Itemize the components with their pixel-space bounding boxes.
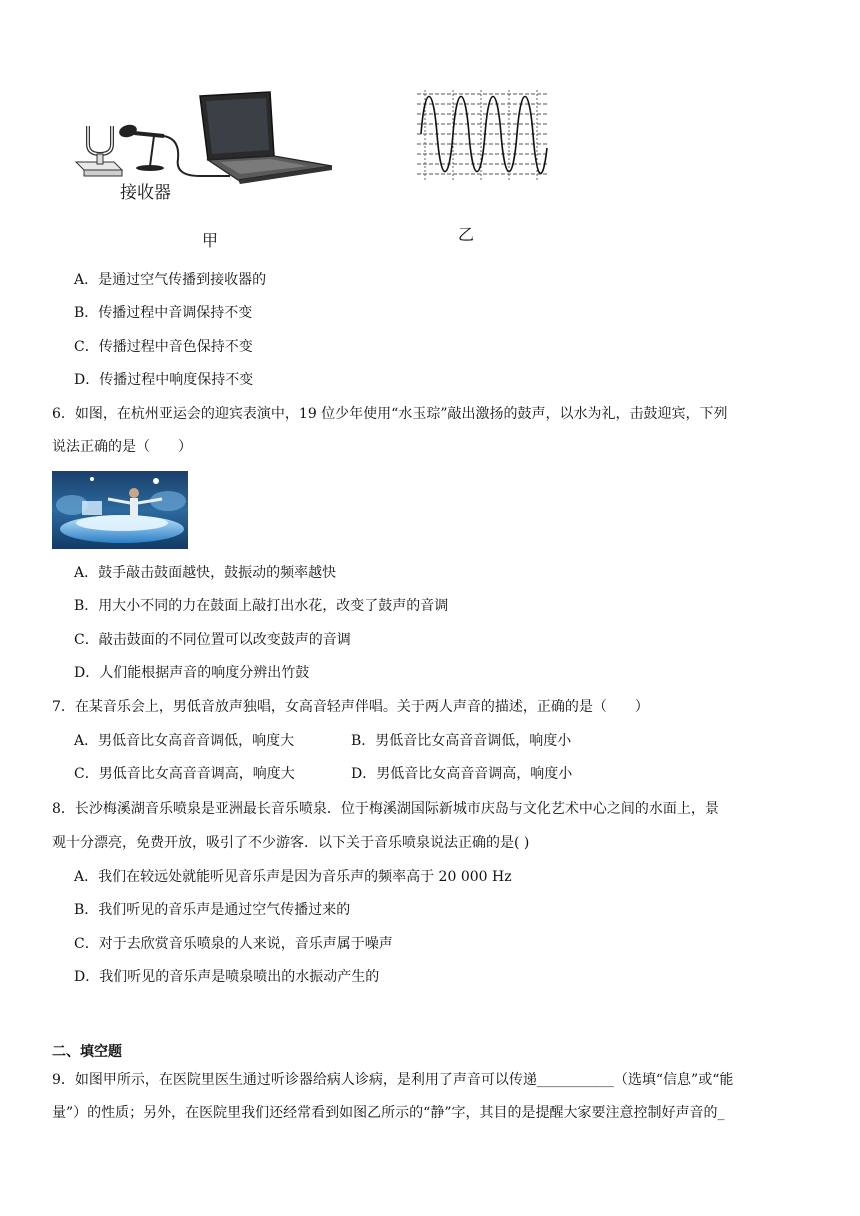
section-title-fill-in: 二、填空题 xyxy=(52,1044,122,1060)
figure-yi-caption: 乙 xyxy=(458,225,475,244)
q7-stem: 7．在某音乐会上，男低音放声独唱，女高音轻声伴唱。关于两人声音的描述，正确的是（ ） xyxy=(52,699,649,715)
q8-option-a: A．我们在较远处就能听见音乐声是因为音乐声的频率高于 20 000 Hz xyxy=(74,869,512,885)
receiver-label: 接收器 xyxy=(120,183,171,203)
q7-option-b: B．男低音比女高音音调低，响度小 xyxy=(351,733,572,749)
q6-drum-performance-photo xyxy=(52,471,188,549)
q7-option-d: D．男低音比女高音音调高，响度小 xyxy=(351,766,573,782)
sound-waveform-graph xyxy=(415,88,551,184)
q5-option-b: B．传播过程中音调保持不变 xyxy=(74,305,253,321)
q7-option-a: A．男低音比女高音音调低，响度大 xyxy=(74,733,295,749)
figure-yi xyxy=(415,88,551,184)
q6-option-b: B．用大小不同的力在鼓面上敲打出水花，改变了鼓声的音调 xyxy=(74,598,449,614)
figure-jia xyxy=(70,84,340,204)
q9-line1: 9．如图甲所示，在医院里医生通过听诊器给病人诊病，是利用了声音可以传递___________（选填“信息”或“能 xyxy=(52,1072,734,1088)
q6-stem-line2: 说法正确的是（ ） xyxy=(52,439,192,455)
figure-jia-caption: 甲 xyxy=(202,231,219,250)
q9-line2: 量”）的性质；另外，在医院里我们还经常看到如图乙所示的“静”字，其目的是提醒大家要注意控制好声音的_ xyxy=(52,1105,725,1121)
q5-option-a: A．是通过空气传播到接收器的 xyxy=(74,272,267,288)
q8-stem-line1: 8．长沙梅溪湖音乐喷泉是亚洲最长音乐喷泉．位于梅溪湖国际新城市庆岛与文化艺术中心之间的水面上，景 xyxy=(52,801,719,817)
q8-stem-line2: 观十分漂亮，免费开放，吸引了不少游客．以下关于音乐喷泉说法正确的是( ) xyxy=(52,835,530,851)
tuning-fork-microphone-laptop-illustration xyxy=(70,84,340,204)
q8-option-b: B．我们听见的音乐声是通过空气传播过来的 xyxy=(74,902,351,918)
q5-option-d: D．传播过程中响度保持不变 xyxy=(74,372,254,388)
q7-option-c: C．男低音比女高音音调高，响度大 xyxy=(74,766,295,782)
q5-option-c: C．传播过程中音色保持不变 xyxy=(74,339,253,355)
q6-option-a: A．鼓手敲击鼓面越快，鼓振动的频率越快 xyxy=(74,565,337,581)
q6-option-c: C．敲击鼓面的不同位置可以改变鼓声的音调 xyxy=(74,632,351,648)
q6-option-d: D．人们能根据声音的响度分辨出竹鼓 xyxy=(74,665,310,681)
q8-option-d: D．我们听见的音乐声是喷泉喷出的水振动产生的 xyxy=(74,969,380,985)
q8-option-c: C．对于去欣赏音乐喷泉的人来说，音乐声属于噪声 xyxy=(74,936,393,952)
q6-stem-line1: 6．如图，在杭州亚运会的迎宾表演中，19 位少年使用“水玉琮”敲出激扬的鼓声，以水为礼，击鼓迎宾，下列 xyxy=(52,406,728,422)
